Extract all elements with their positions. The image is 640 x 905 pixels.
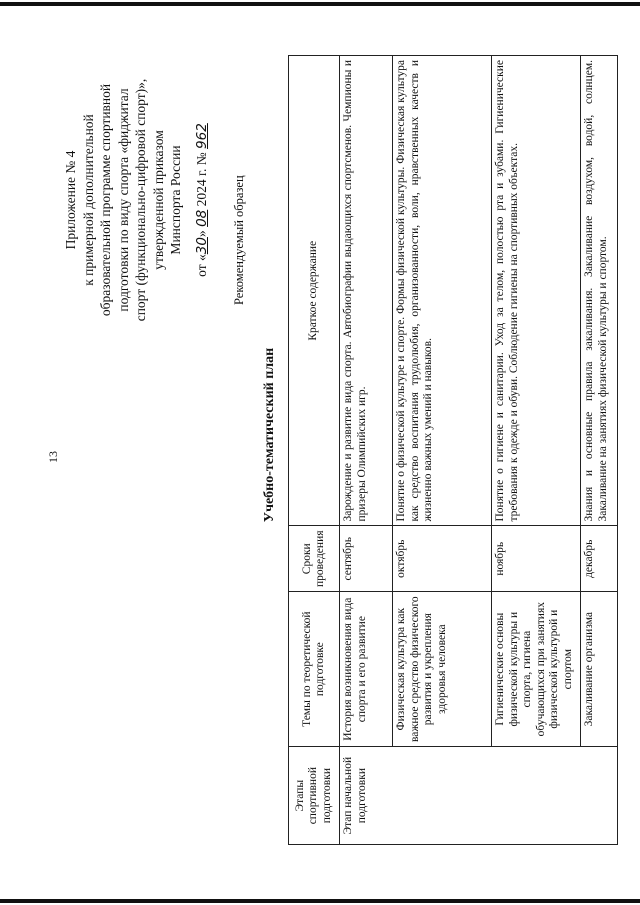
period-cell: октябрь: [393, 526, 492, 592]
table-row: [492, 56, 581, 845]
thematic-plan-table: [288, 55, 618, 845]
topic-cell: Гигиенические основы физической культуры и спорта, гигиена обучающихся при занятиях физической культурой и спортом: [492, 592, 581, 747]
order-date: от «30» 08 2024 г. № 962: [193, 123, 210, 277]
period-cell: ноябрь: [492, 526, 581, 592]
table-row: [340, 56, 393, 845]
content-cell: Зарождение и развитие вида спорта. Автобиографии выдающихся спортсменов. Чемпионы и призеры Олимпийских игр.: [340, 56, 393, 527]
appendix-line: спорт (функционально-цифровой спорт)»,: [133, 78, 148, 322]
page-number: 13: [46, 451, 60, 463]
order-day: 30: [193, 237, 210, 255]
period-cell: сентябрь: [340, 526, 393, 592]
table-row: [581, 56, 618, 845]
header-stage: Этапы спортивной подготовки: [289, 747, 340, 845]
appendix-line: образовательной программе спортивной: [98, 83, 113, 317]
order-month: 08: [193, 209, 210, 227]
order-number: 962: [193, 123, 210, 149]
content-cell: Понятие о гигиене и санитарии. Уход за телом, полостью рта и зубами. Гигиенические требования к одежде и обуви. Соблюдение гигиены на спортивных объектах.: [492, 56, 581, 527]
plan-title: Учебно-тематический план: [262, 347, 277, 523]
appendix-line: утвержденной приказом: [150, 130, 166, 270]
recommended-sample-label: Рекомендуемый образец: [232, 175, 246, 305]
header-content: Краткое содержание: [289, 56, 340, 527]
appendix-line: Приложение № 4: [63, 150, 78, 250]
appendix-header: [62, 35, 211, 365]
content-cell: Знания и основные правила закаливания. Закаливание воздухом, водой, солнцем. Закаливание на занятиях физической культуры и спортом.: [581, 56, 618, 527]
table-header-row: [289, 56, 340, 845]
topic-cell: Физическая культура как важное средство физического развития и укрепления здоровья человека: [393, 592, 492, 747]
topic-cell: Закаливание организма: [581, 592, 618, 747]
appendix-line: к примерной дополнительной: [80, 114, 96, 286]
stage-cell: Этап начальной подготовки: [340, 747, 618, 845]
header-period: Сроки проведения: [289, 526, 340, 592]
appendix-line: подготовки по виду спорта «фиджитал: [115, 88, 131, 312]
period-cell: декабрь: [581, 526, 618, 592]
appendix-line: Минспорта России: [168, 145, 183, 255]
topic-cell: История возникновения вида спорта и его развитие: [340, 592, 393, 747]
table-row: [393, 56, 492, 845]
header-topic: Темы по теоретической подготовке: [289, 592, 340, 747]
content-cell: Понятие о физической культуре и спорте. Формы физической культуры. Физическая культура как средство воспитания трудолюбия, организованности, воли, нравственных качеств и жизненно важных умений и навыков.: [393, 56, 492, 527]
